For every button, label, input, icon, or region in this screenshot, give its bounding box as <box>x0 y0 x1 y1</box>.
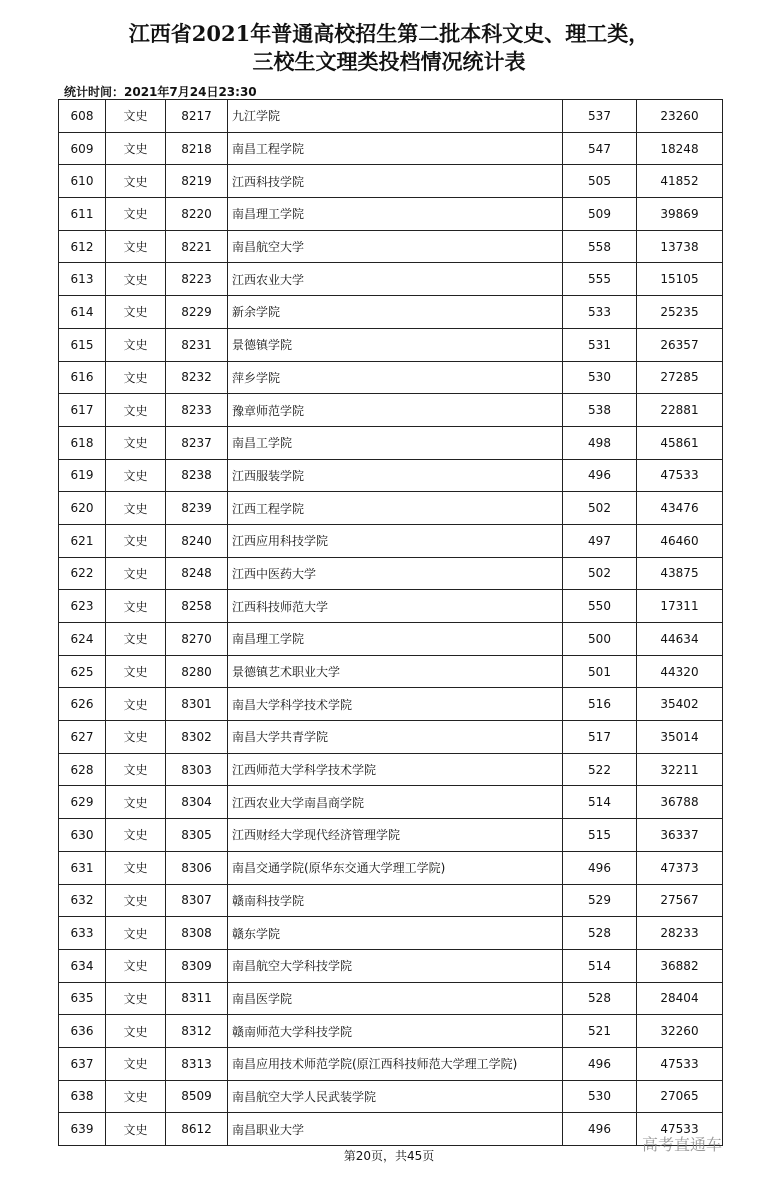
cell-no: 609 <box>59 132 106 165</box>
cell-code: 8302 <box>166 721 228 754</box>
table-row <box>59 1080 723 1113</box>
cell-school: 南昌大学科学技术学院 <box>228 688 563 721</box>
cell-no: 614 <box>59 296 106 329</box>
cell-type: 文史 <box>106 1080 166 1113</box>
cell-rank: 35402 <box>637 688 723 721</box>
table-row <box>59 165 723 198</box>
cell-score: 547 <box>563 132 637 165</box>
cell-code: 8248 <box>166 557 228 590</box>
cell-code: 8301 <box>166 688 228 721</box>
cell-rank: 32211 <box>637 753 723 786</box>
cell-type: 文史 <box>106 524 166 557</box>
cell-no: 634 <box>59 949 106 982</box>
cell-code: 8239 <box>166 492 228 525</box>
cell-code: 8223 <box>166 263 228 296</box>
cell-school: 赣南科技学院 <box>228 884 563 917</box>
cell-rank: 36882 <box>637 949 723 982</box>
cell-code: 8306 <box>166 851 228 884</box>
cell-code: 8309 <box>166 949 228 982</box>
table-row <box>59 230 723 263</box>
cell-type: 文史 <box>106 623 166 656</box>
table-row <box>59 688 723 721</box>
table-row <box>59 296 723 329</box>
cell-no: 616 <box>59 361 106 394</box>
cell-school: 南昌应用技术师范学院(原江西科技师范大学理工学院) <box>228 1047 563 1080</box>
cell-rank: 22881 <box>637 394 723 427</box>
cell-code: 8221 <box>166 230 228 263</box>
table-row <box>59 459 723 492</box>
table-row <box>59 721 723 754</box>
cell-no: 620 <box>59 492 106 525</box>
cell-school: 南昌职业大学 <box>228 1113 563 1146</box>
cell-code: 8313 <box>166 1047 228 1080</box>
table-row <box>59 590 723 623</box>
cell-score: 550 <box>563 590 637 623</box>
cell-score: 521 <box>563 1015 637 1048</box>
cell-rank: 41852 <box>637 165 723 198</box>
cell-score: 514 <box>563 949 637 982</box>
table-row <box>59 623 723 656</box>
cell-code: 8308 <box>166 917 228 950</box>
cell-code: 8280 <box>166 655 228 688</box>
cell-no: 615 <box>59 328 106 361</box>
cell-school: 南昌航空大学科技学院 <box>228 949 563 982</box>
table-row <box>59 361 723 394</box>
table-row <box>59 1113 723 1146</box>
cell-no: 631 <box>59 851 106 884</box>
cell-type: 文史 <box>106 655 166 688</box>
cell-school: 江西工程学院 <box>228 492 563 525</box>
table-row <box>59 884 723 917</box>
cell-code: 8258 <box>166 590 228 623</box>
cell-no: 613 <box>59 263 106 296</box>
cell-type: 文史 <box>106 361 166 394</box>
cell-type: 文史 <box>106 198 166 231</box>
cell-code: 8305 <box>166 819 228 852</box>
cell-school: 南昌交通学院(原华东交通大学理工学院) <box>228 851 563 884</box>
cell-code: 8231 <box>166 328 228 361</box>
cell-rank: 35014 <box>637 721 723 754</box>
cell-rank: 47533 <box>637 459 723 492</box>
cell-rank: 36337 <box>637 819 723 852</box>
cell-code: 8237 <box>166 426 228 459</box>
cell-rank: 47533 <box>637 1113 723 1146</box>
cell-type: 文史 <box>106 590 166 623</box>
cell-rank: 47533 <box>637 1047 723 1080</box>
title-line-2: 三校生文理类投档情况统计表 <box>252 49 526 74</box>
cell-type: 文史 <box>106 557 166 590</box>
cell-rank: 15105 <box>637 263 723 296</box>
cell-score: 529 <box>563 884 637 917</box>
cell-rank: 23260 <box>637 100 723 133</box>
cell-type: 文史 <box>106 296 166 329</box>
table-row <box>59 655 723 688</box>
cell-rank: 39869 <box>637 198 723 231</box>
cell-score: 509 <box>563 198 637 231</box>
cell-no: 633 <box>59 917 106 950</box>
cell-school: 南昌理工学院 <box>228 623 563 656</box>
cell-score: 502 <box>563 492 637 525</box>
cell-no: 628 <box>59 753 106 786</box>
cell-rank: 27567 <box>637 884 723 917</box>
cell-rank: 27065 <box>637 1080 723 1113</box>
cell-no: 622 <box>59 557 106 590</box>
cell-school: 南昌大学共青学院 <box>228 721 563 754</box>
stat-time: 统计时间：2021年7月24日23:30 <box>64 85 257 99</box>
cell-code: 8217 <box>166 100 228 133</box>
cell-type: 文史 <box>106 819 166 852</box>
cell-rank: 44634 <box>637 623 723 656</box>
cell-rank: 28233 <box>637 917 723 950</box>
table-row <box>59 819 723 852</box>
cell-code: 8229 <box>166 296 228 329</box>
cell-rank: 28404 <box>637 982 723 1015</box>
cell-rank: 46460 <box>637 524 723 557</box>
cell-code: 8220 <box>166 198 228 231</box>
cell-type: 文史 <box>106 492 166 525</box>
cell-type: 文史 <box>106 753 166 786</box>
cell-no: 618 <box>59 426 106 459</box>
cell-score: 522 <box>563 753 637 786</box>
cell-school: 南昌医学院 <box>228 982 563 1015</box>
cell-rank: 27285 <box>637 361 723 394</box>
cell-type: 文史 <box>106 394 166 427</box>
cell-type: 文史 <box>106 721 166 754</box>
table-row <box>59 557 723 590</box>
cell-code: 8303 <box>166 753 228 786</box>
cell-no: 624 <box>59 623 106 656</box>
cell-school: 南昌航空大学 <box>228 230 563 263</box>
cell-code: 8311 <box>166 982 228 1015</box>
table-row <box>59 198 723 231</box>
cell-school: 江西中医药大学 <box>228 557 563 590</box>
cell-type: 文史 <box>106 1047 166 1080</box>
cell-type: 文史 <box>106 1015 166 1048</box>
cell-code: 8218 <box>166 132 228 165</box>
cell-school: 萍乡学院 <box>228 361 563 394</box>
cell-school: 江西科技师范大学 <box>228 590 563 623</box>
cell-rank: 36788 <box>637 786 723 819</box>
cell-school: 赣南师范大学科技学院 <box>228 1015 563 1048</box>
table-row <box>59 132 723 165</box>
cell-school: 南昌航空大学人民武装学院 <box>228 1080 563 1113</box>
document-title <box>0 20 778 76</box>
cell-score: 555 <box>563 263 637 296</box>
cell-school: 江西财经大学现代经济管理学院 <box>228 819 563 852</box>
table-row <box>59 753 723 786</box>
cell-score: 500 <box>563 623 637 656</box>
cell-score: 531 <box>563 328 637 361</box>
table-row <box>59 100 723 133</box>
cell-type: 文史 <box>106 426 166 459</box>
cell-school: 江西农业大学南昌商学院 <box>228 786 563 819</box>
table-row <box>59 851 723 884</box>
cell-no: 621 <box>59 524 106 557</box>
cell-school: 新余学院 <box>228 296 563 329</box>
table-row <box>59 328 723 361</box>
cell-score: 516 <box>563 688 637 721</box>
table-row <box>59 394 723 427</box>
table-row <box>59 1047 723 1080</box>
cell-no: 635 <box>59 982 106 1015</box>
cell-type: 文史 <box>106 165 166 198</box>
table-row <box>59 426 723 459</box>
cell-rank: 26357 <box>637 328 723 361</box>
cell-type: 文史 <box>106 851 166 884</box>
cell-code: 8304 <box>166 786 228 819</box>
cell-no: 632 <box>59 884 106 917</box>
cell-type: 文史 <box>106 884 166 917</box>
cell-no: 608 <box>59 100 106 133</box>
cell-score: 515 <box>563 819 637 852</box>
cell-type: 文史 <box>106 917 166 950</box>
cell-score: 496 <box>563 1113 637 1146</box>
cell-score: 528 <box>563 982 637 1015</box>
cell-no: 625 <box>59 655 106 688</box>
cell-score: 496 <box>563 851 637 884</box>
page-footer: 第20页，共45页 <box>343 1149 435 1163</box>
cell-rank: 32260 <box>637 1015 723 1048</box>
cell-type: 文史 <box>106 786 166 819</box>
cell-school: 江西农业大学 <box>228 263 563 296</box>
cell-no: 612 <box>59 230 106 263</box>
cell-no: 610 <box>59 165 106 198</box>
table-row <box>59 524 723 557</box>
cell-type: 文史 <box>106 263 166 296</box>
cell-no: 611 <box>59 198 106 231</box>
cell-school: 赣东学院 <box>228 917 563 950</box>
table-row <box>59 1015 723 1048</box>
cell-type: 文史 <box>106 688 166 721</box>
cell-school: 景德镇学院 <box>228 328 563 361</box>
cell-school: 南昌理工学院 <box>228 198 563 231</box>
cell-school: 江西服装学院 <box>228 459 563 492</box>
cell-score: 530 <box>563 1080 637 1113</box>
table-row <box>59 786 723 819</box>
cell-school: 南昌工学院 <box>228 426 563 459</box>
table-row <box>59 982 723 1015</box>
cell-type: 文史 <box>106 328 166 361</box>
cell-type: 文史 <box>106 230 166 263</box>
cell-no: 630 <box>59 819 106 852</box>
cell-rank: 17311 <box>637 590 723 623</box>
cell-school: 豫章师范学院 <box>228 394 563 427</box>
table-row <box>59 492 723 525</box>
cell-score: 517 <box>563 721 637 754</box>
cell-no: 627 <box>59 721 106 754</box>
cell-school: 江西应用科技学院 <box>228 524 563 557</box>
watermark: 高考直通车 <box>642 1135 723 1154</box>
cell-code: 8270 <box>166 623 228 656</box>
cell-school: 景德镇艺术职业大学 <box>228 655 563 688</box>
cell-no: 637 <box>59 1047 106 1080</box>
cell-school: 江西科技学院 <box>228 165 563 198</box>
cell-school: 九江学院 <box>228 100 563 133</box>
cell-no: 639 <box>59 1113 106 1146</box>
cell-code: 8232 <box>166 361 228 394</box>
cell-type: 文史 <box>106 132 166 165</box>
cell-code: 8307 <box>166 884 228 917</box>
cell-score: 497 <box>563 524 637 557</box>
title-line-1: 江西省2021年普通高校招生第二批本科文史、理工类， <box>128 21 650 46</box>
cell-score: 496 <box>563 1047 637 1080</box>
cell-type: 文史 <box>106 982 166 1015</box>
cell-rank: 13738 <box>637 230 723 263</box>
cell-code: 8238 <box>166 459 228 492</box>
admission-table <box>58 99 723 1146</box>
cell-score: 558 <box>563 230 637 263</box>
cell-code: 8509 <box>166 1080 228 1113</box>
cell-type: 文史 <box>106 1113 166 1146</box>
cell-score: 514 <box>563 786 637 819</box>
cell-score: 537 <box>563 100 637 133</box>
cell-no: 617 <box>59 394 106 427</box>
cell-school: 江西师范大学科学技术学院 <box>228 753 563 786</box>
cell-score: 528 <box>563 917 637 950</box>
cell-school: 南昌工程学院 <box>228 132 563 165</box>
cell-rank: 44320 <box>637 655 723 688</box>
cell-rank: 45861 <box>637 426 723 459</box>
cell-rank: 43875 <box>637 557 723 590</box>
cell-score: 538 <box>563 394 637 427</box>
table-row <box>59 263 723 296</box>
table-row <box>59 917 723 950</box>
cell-code: 8240 <box>166 524 228 557</box>
cell-score: 502 <box>563 557 637 590</box>
cell-type: 文史 <box>106 459 166 492</box>
cell-no: 636 <box>59 1015 106 1048</box>
cell-score: 530 <box>563 361 637 394</box>
cell-code: 8612 <box>166 1113 228 1146</box>
cell-rank: 43476 <box>637 492 723 525</box>
cell-score: 501 <box>563 655 637 688</box>
table-row <box>59 949 723 982</box>
cell-score: 533 <box>563 296 637 329</box>
cell-score: 496 <box>563 459 637 492</box>
cell-no: 638 <box>59 1080 106 1113</box>
cell-no: 619 <box>59 459 106 492</box>
cell-type: 文史 <box>106 949 166 982</box>
cell-no: 623 <box>59 590 106 623</box>
cell-score: 505 <box>563 165 637 198</box>
cell-no: 626 <box>59 688 106 721</box>
cell-no: 629 <box>59 786 106 819</box>
cell-rank: 25235 <box>637 296 723 329</box>
cell-rank: 18248 <box>637 132 723 165</box>
cell-score: 498 <box>563 426 637 459</box>
cell-code: 8219 <box>166 165 228 198</box>
cell-rank: 47373 <box>637 851 723 884</box>
cell-code: 8233 <box>166 394 228 427</box>
cell-code: 8312 <box>166 1015 228 1048</box>
cell-type: 文史 <box>106 100 166 133</box>
